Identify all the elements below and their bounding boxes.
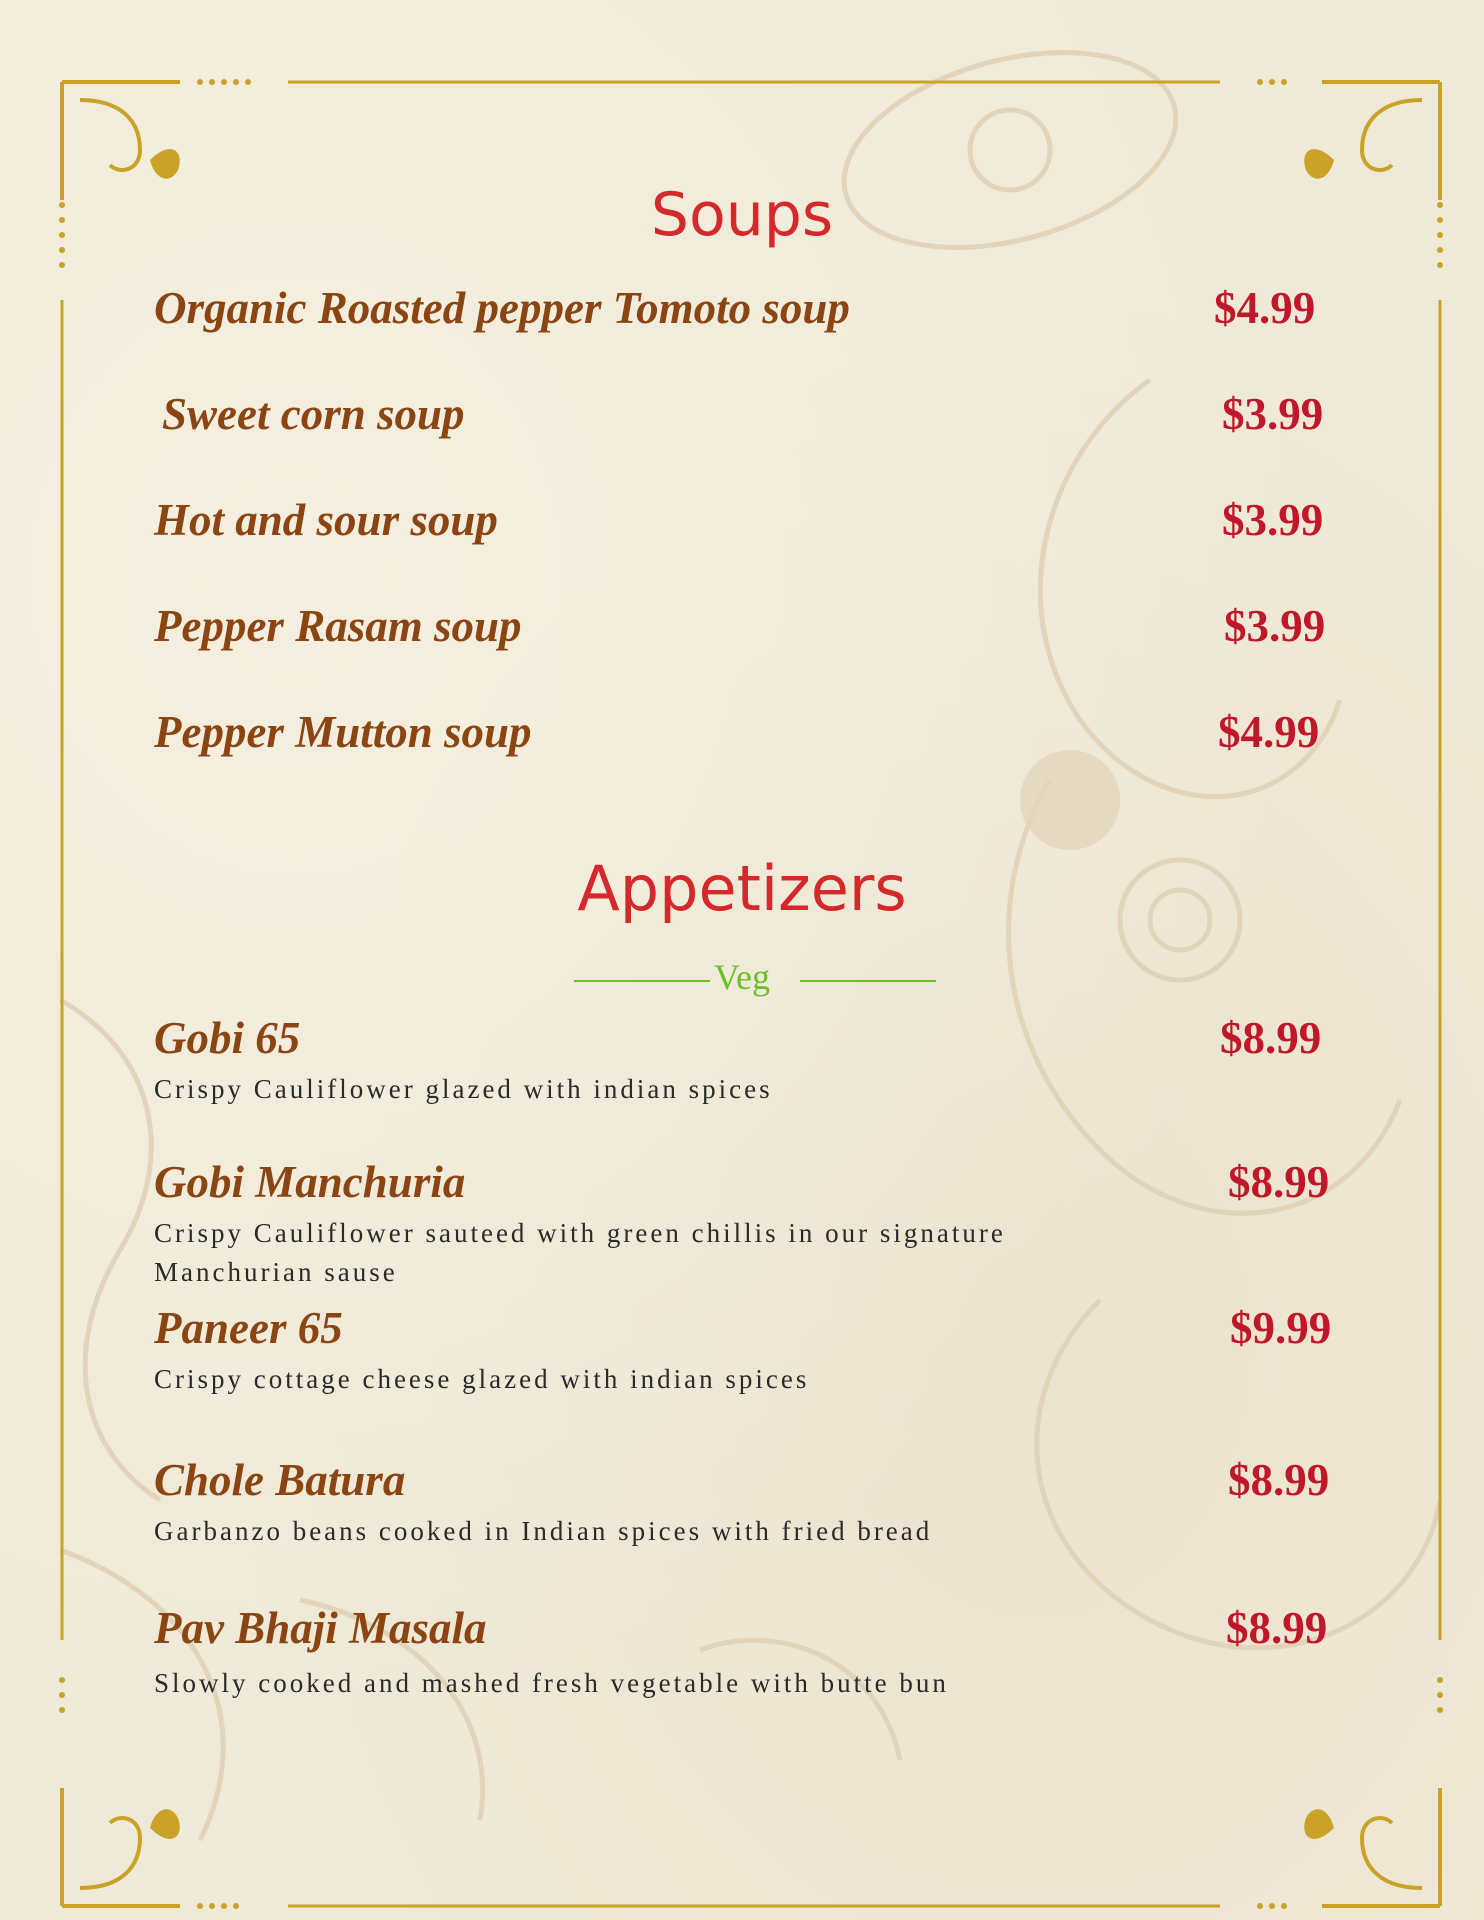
appetizer-item-description: Slowly cooked and mashed fresh vegetable with butte bun xyxy=(154,1668,949,1698)
soup-item-price: $3.99 xyxy=(1224,601,1326,651)
appetizer-item-description: Crispy Cauliflower sauteed with green chillis in our signature Manchurian sause xyxy=(154,1218,1006,1287)
appetizer-item-price: $8.99 xyxy=(1228,1455,1330,1505)
appetizer-item-price: $8.99 xyxy=(1220,1013,1322,1063)
appetizer-item-price: $8.99 xyxy=(1226,1603,1328,1653)
soup-item-price: $3.99 xyxy=(1222,495,1324,545)
veg-divider-right xyxy=(800,980,936,982)
appetizer-item-name: Paneer 65 xyxy=(154,1303,343,1353)
appetizer-item-name: Chole Batura xyxy=(154,1455,406,1505)
appetizer-item-name: Pav Bhaji Masala xyxy=(154,1603,487,1653)
soups-section-title: Soups xyxy=(650,180,834,250)
appetizer-item-description: Crispy Cauliflower glazed with indian spices xyxy=(154,1074,773,1104)
soup-item-name: Sweet corn soup xyxy=(162,389,465,439)
veg-subtitle: Veg xyxy=(714,957,770,997)
appetizer-item-description: Garbanzo beans cooked in Indian spices with fried bread xyxy=(154,1516,933,1546)
appetizer-item-description: Crispy cottage cheese glazed with indian spices xyxy=(154,1364,810,1394)
appetizers-section-title: Appetizers xyxy=(577,852,907,925)
soup-item-price: $4.99 xyxy=(1214,283,1316,333)
appetizer-item-name: Gobi Manchuria xyxy=(154,1157,466,1207)
appetizer-item-price: $8.99 xyxy=(1228,1157,1330,1207)
soup-item-name: Organic Roasted pepper Tomoto soup xyxy=(154,283,850,333)
soup-item-name: Hot and sour soup xyxy=(154,495,498,545)
soup-item-name: Pepper Rasam soup xyxy=(154,601,522,651)
soup-item-price: $4.99 xyxy=(1218,707,1320,757)
soup-item-name: Pepper Mutton soup xyxy=(154,707,532,757)
soup-item-price: $3.99 xyxy=(1222,389,1324,439)
appetizer-item-name: Gobi 65 xyxy=(154,1013,301,1063)
appetizer-item-price: $9.99 xyxy=(1230,1303,1332,1353)
